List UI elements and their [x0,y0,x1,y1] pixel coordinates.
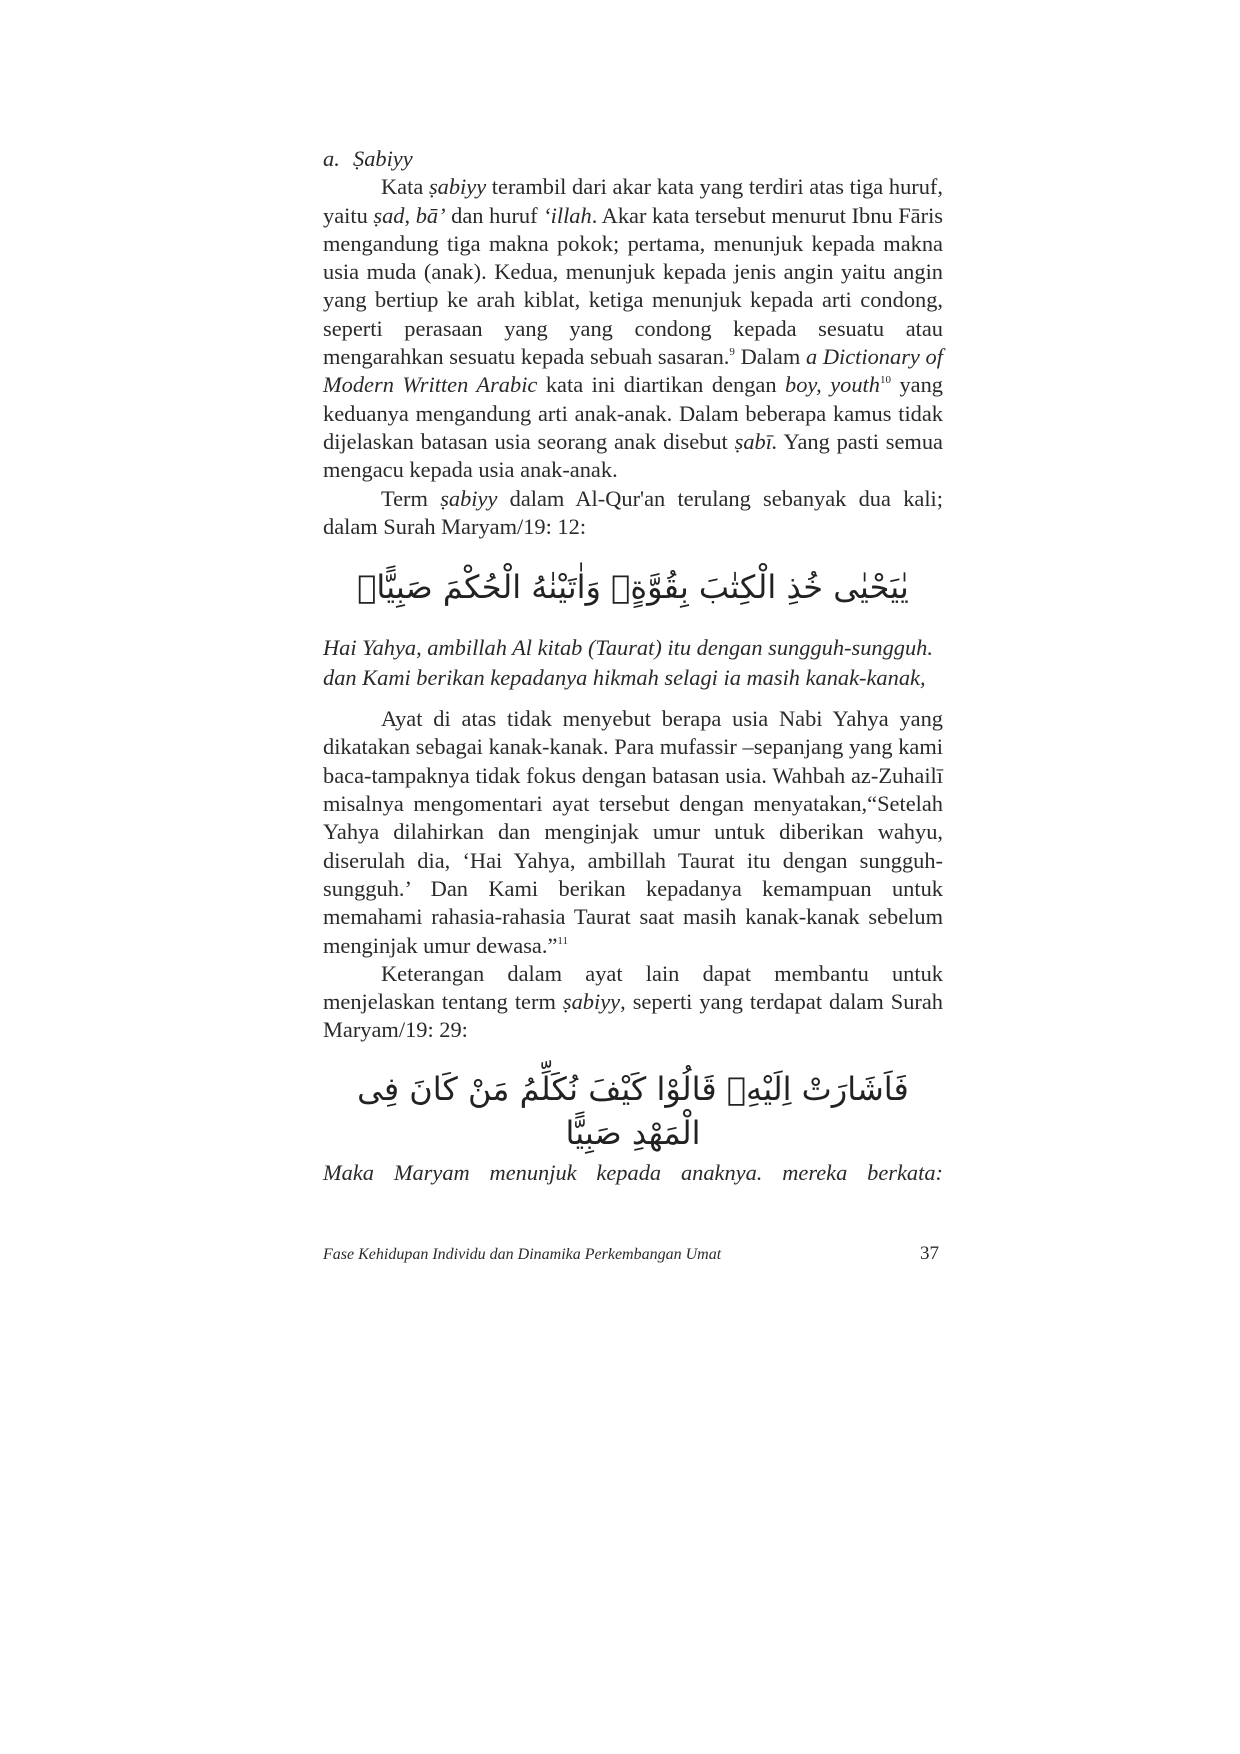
page-number: 37 [920,1243,939,1264]
footnote-ref-9: 9 [729,346,735,359]
paragraph-2: Term ṣabiyy dalam Al-Qur'an terulang sebanyak dua kali; dalam Surah Maryam/19: 12: [323,485,943,539]
quran-verse-maryam-29: فَاَشَارَتْ اِلَيْهِۗ قَالُوْا كَيْفَ نُكَلِّمُ مَنْ كَانَ فِى الْمَهْدِ صَبِيًّا [357,1069,909,1152]
running-footer-title: Fase Kehidupan Individu dan Dinamika Perkembangan Umat [323,1246,722,1263]
section-label: a. [323,146,340,171]
body-text [323,145,943,1187]
translation-maryam-12: Hai Yahya, ambillah Al kitab (Taurat) itu dengan sungguh-sungguh. dan Kami berikan kepadanya hikmah selagi ia masih kanak-kanak, [323,635,933,691]
section-heading [323,145,943,173]
section-title: Ṣabiyy [353,146,413,171]
page-footer [323,1245,943,1265]
paragraph-1: Kata ṣabiyy terambil dari akar kata yang terdiri atas tiga huruf, yaitu ṣad, bā’ dan huruf ‘illah. Akar kata tersebut menurut Ibnu Fāris mengandung tiga makna pokok; pertama, menunjuk kepada makna usia muda (anak). Kedua, menunjuk kepada jenis angin yaitu angin yang bertiup ke arah kiblat, ketiga menunjuk kepada arti condong, seperti perasaan yang yang condong kepada sesuatu atau mengarahkan sesuatu kepada sebuah sasaran.$^9$ Dalam a Dictionary of Modern Written Arabic kata ini diartikan dengan boy, youth$^{10}$ yang keduanya mengandung arti anak-anak. Dalam beberapa kamus tidak dijelaskan batasan usia seorang anak disebut ṣabī. Yang pasti semua mengacu kepada usia anak-anak. [323,174,944,483]
paragraph-4: Keterangan dalam ayat lain dapat membantu untuk menjelaskan tentang term ṣabiyy, seperti yang terdapat dalam Surah Maryam/19: 29: [323,960,944,1043]
translation-maryam-29: Maka Maryam menunjuk kepada anaknya. mereka berkata: [323,1159,943,1185]
footnote-ref-10: 10 [879,374,891,387]
quran-verse-maryam-12: يٰيَحْيٰى خُذِ الْكِتٰبَ بِقُوَّةٍۗ وَاٰتَيْنٰهُ الْحُكْمَ صَبِيًّاۙ [357,568,909,607]
footnote-ref-11: 11 [557,934,568,947]
paragraph-3: Ayat di atas tidak menyebut berapa usia Nabi Yahya yang dikatakan sebagai kanak-kanak. Para mufassir –sepanjang yang kami baca-tampaknya tidak fokus dengan batasan usia. Wahbah az-Zuhailī misalnya mengomentari ayat tersebut dengan menyatakan,“Setelah Yahya dilahirkan dan menginjak umur untuk diberikan wahyu, diserulah dia, ‘Hai Yahya, ambillah Taurat itu dengan sungguh-sungguh.’ Dan Kami berikan kepadanya kemampuan untuk memahami rahasia-rahasia Taurat saat masih kanak-kanak sebelum menginjak umur dewasa.”$^{11}$ [323,706,943,958]
